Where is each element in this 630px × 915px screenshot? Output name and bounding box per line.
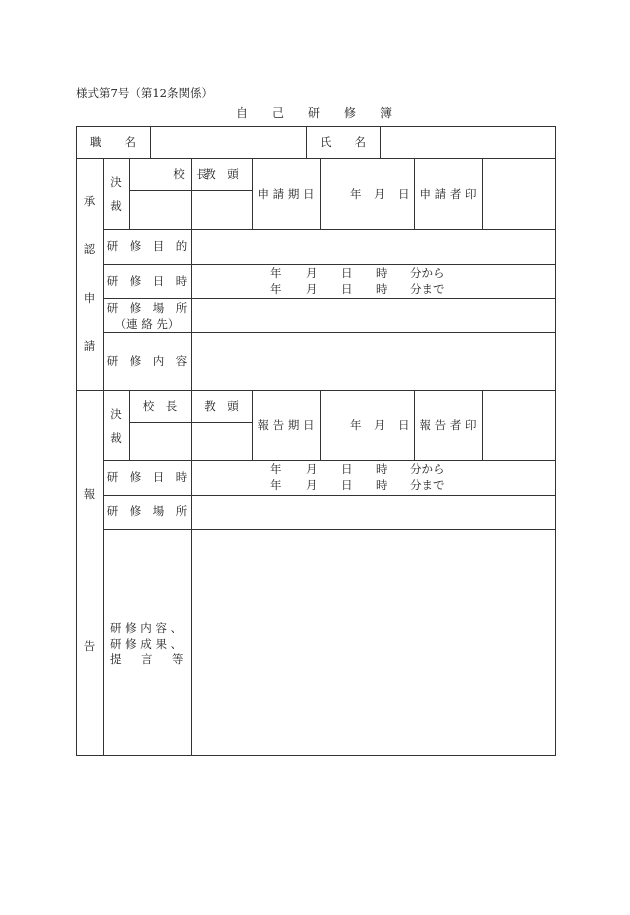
side-label-report-2: 告 [83, 639, 96, 653]
report-to-hour: 時 [376, 478, 388, 492]
rule [320, 158, 321, 229]
side-label-approval-4: 請 [83, 339, 96, 353]
position-label: 職 名 [90, 135, 136, 149]
report-to-minute: 分まで [410, 478, 445, 492]
report-vice-principal-seal-box[interactable] [192, 423, 252, 460]
decision-label-1: 決 [110, 175, 122, 189]
border-left [76, 126, 77, 756]
to-minute: 分まで [410, 282, 445, 296]
datetime-label: 研 修 日 時 [106, 274, 188, 288]
to-hour: 時 [376, 282, 388, 296]
name-label: 氏 名 [320, 135, 366, 149]
report-from-minute: 分から [410, 462, 445, 476]
border-right [555, 126, 556, 756]
rule [103, 460, 556, 461]
from-hour: 時 [376, 266, 388, 280]
content-label: 研 修 内 容 [106, 354, 188, 368]
vice-principal-label: 教 頭 [204, 167, 239, 181]
report-place-label: 研 修 場 所 [106, 504, 188, 518]
side-label-approval-3: 申 [83, 291, 96, 305]
border-bottom [76, 755, 556, 756]
report-suggestion-label-3: 等 [172, 652, 184, 666]
report-from-month: 月 [306, 462, 318, 476]
application-date-day: 日 [398, 187, 410, 201]
rule [103, 264, 556, 265]
report-from-hour: 時 [376, 462, 388, 476]
report-content-field[interactable] [192, 530, 555, 755]
report-content-label: 研 修 内 容 、 [110, 621, 183, 635]
side-label-approval-1: 承 [83, 194, 96, 208]
rule [320, 390, 321, 460]
report-from-day: 日 [341, 462, 353, 476]
report-principal-label: 校 長 [142, 399, 178, 413]
report-date-label: 報 告 期 日 [257, 418, 315, 432]
vice-principal-seal-box[interactable] [192, 191, 252, 229]
principal-label: 校 長 [173, 167, 208, 181]
place-label: 研 修 場 所 [106, 301, 188, 315]
report-from-year: 年 [270, 462, 282, 476]
applicant-seal-box[interactable] [483, 159, 555, 229]
application-date-label: 申 請 期 日 [257, 187, 315, 201]
contact-label: （連 絡 先） [114, 317, 180, 331]
side-label-report-1: 報 [83, 487, 96, 501]
applicant-seal-label: 申 請 者 印 [419, 187, 477, 201]
name-field[interactable] [381, 127, 555, 158]
report-decision-label-2: 裁 [110, 431, 122, 445]
report-date-day: 日 [398, 418, 410, 432]
to-year: 年 [270, 282, 282, 296]
place-field[interactable] [192, 299, 555, 332]
form-title: 自 己 研 修 簿 [236, 106, 393, 120]
application-date-month: 月 [374, 187, 386, 201]
from-day: 日 [341, 266, 353, 280]
to-day: 日 [341, 282, 353, 296]
from-year: 年 [270, 266, 282, 280]
report-results-label: 研 修 成 果 、 [110, 637, 183, 651]
decision-label-2: 裁 [110, 199, 122, 213]
application-date-year: 年 [350, 187, 362, 201]
purpose-field[interactable] [192, 230, 555, 264]
report-to-year: 年 [270, 478, 282, 492]
from-minute: 分から [410, 266, 445, 280]
report-to-day: 日 [341, 478, 353, 492]
position-field[interactable] [151, 127, 306, 158]
report-date-year: 年 [350, 418, 362, 432]
report-vice-principal-label: 教 頭 [204, 399, 239, 413]
report-datetime-label: 研 修 日 時 [106, 470, 188, 484]
report-place-field[interactable] [192, 496, 555, 529]
reporter-seal-label: 報 告 者 印 [419, 418, 477, 432]
from-month: 月 [306, 266, 318, 280]
report-decision-label-1: 決 [110, 407, 122, 421]
report-principal-seal-box[interactable] [130, 423, 191, 460]
content-field[interactable] [192, 333, 555, 390]
report-suggestion-label-2: 言 [141, 652, 153, 666]
form-number: 様式第7号（第12条関係） [76, 86, 213, 100]
to-month: 月 [306, 282, 318, 296]
self-training-form [76, 126, 556, 756]
principal-seal-box[interactable] [130, 191, 191, 229]
purpose-label: 研 修 目 的 [106, 239, 188, 253]
reporter-seal-box[interactable] [483, 391, 555, 460]
report-date-month: 月 [374, 418, 386, 432]
report-suggestion-label-1: 提 [110, 652, 122, 666]
side-label-approval-2: 認 [83, 242, 96, 256]
report-to-month: 月 [306, 478, 318, 492]
